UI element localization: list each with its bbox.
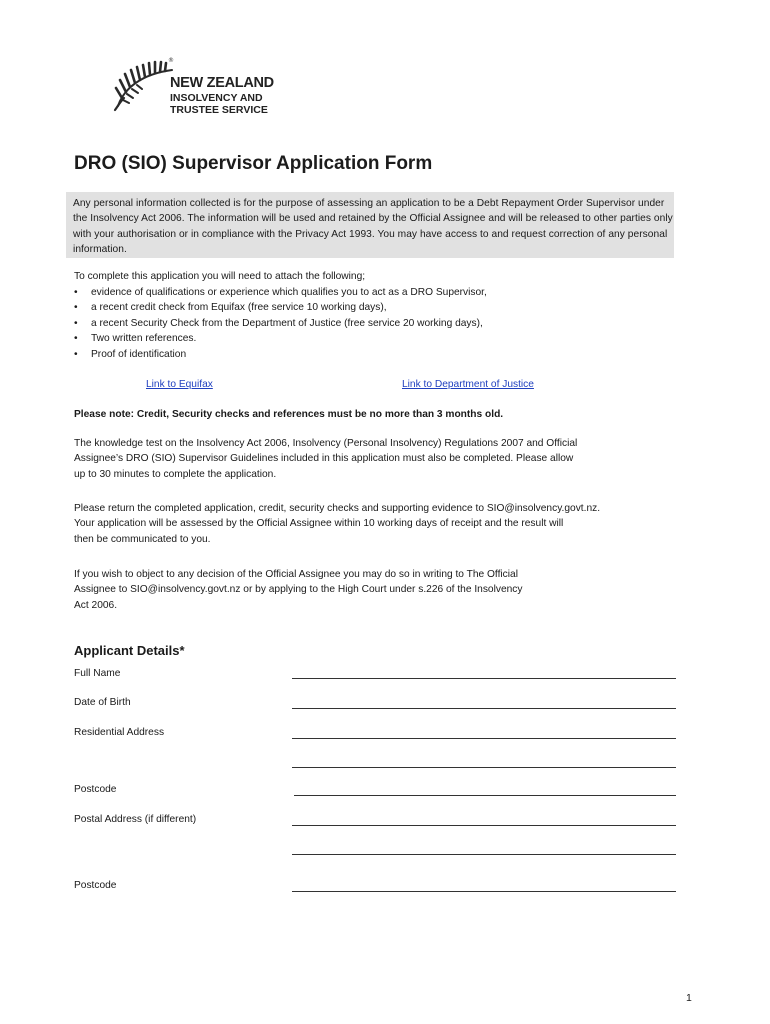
knowledge-test-paragraph [74,436,577,482]
paragraph-line: The knowledge test on the Insolvency Act 2006, Insolvency (Personal Insolvency) Regulations 2007 and Official [74,438,578,449]
logo-text-insolvency: INSOLVENCY AND [170,92,263,104]
list-item: • Two written references. [74,331,487,346]
list-item: • a recent credit check from Equifax (free service 10 working days), [74,300,487,315]
svg-text:®: ® [168,57,174,64]
list-item: • evidence of qualifications or experience which qualifies you to act as a DRO Supervisor, [74,285,487,300]
return-info-paragraph [74,501,600,547]
page-number: 1 [686,992,692,1004]
attachments-list [74,285,487,362]
logo-text-trustee: TRUSTEE SERVICE [170,104,268,116]
nz-insolvency-logo [110,54,290,118]
postal-postcode-label: Postcode [74,880,117,891]
residential-address-field[interactable] [292,738,676,739]
postcode-field[interactable] [294,795,676,796]
postal-address-label: Postal Address (if different) [74,814,197,825]
objection-paragraph [74,567,522,613]
paragraph-line: then be communicated to you. [74,533,211,545]
postal-address-field-line2[interactable] [292,854,676,855]
paragraph-line: Assignee’s DRO (SIO) Supervisor Guidelines included in this application must also be completed. Please allow [74,453,574,465]
list-item: • a recent Security Check from the Department of Justice (free service 20 working days), [74,316,487,331]
paragraph-line: Your application will be assessed by the Official Assignee within 10 working days of receipt and the result will [74,518,564,530]
silver-fern-icon [110,54,174,114]
postcode-label: Postcode [74,784,117,795]
full-name-label: Full Name [74,668,121,679]
paragraph-line: Please return the completed application, credit, security checks and supporting evidence to SIO@insolvency.govt.nz. [74,503,601,514]
postal-address-field[interactable] [292,825,676,826]
page-title: DRO (SIO) Supervisor Application Form [74,153,433,174]
paragraph-line: Act 2006. [74,599,118,611]
privacy-notice-box [66,192,674,258]
logo-text-new-zealand: NEW ZEALAND [170,75,274,91]
paragraph-line: If you wish to object to any decision of the Official Assignee you may do so in writing to The Official [74,569,518,580]
department-of-justice-link[interactable]: Link to Department of Justice [402,379,534,390]
applicant-details-heading: Applicant Details* [74,643,185,658]
checks-age-note: Please note: Credit, Security checks and references must be no more than 3 months old. [74,409,504,420]
privacy-notice-text: Any personal information collected is for the purpose of assessing an application to be a Debt Repayment Order Supervisor under the Insolvency Act 2006. The information will be used and retained by the Official Assignee and will be released to other parties only with your authorisation or in compliance with the Privacy Act 1993. You may have access to and request correction of any personal information. [73,198,673,256]
full-name-field[interactable] [292,678,676,679]
residential-address-label: Residential Address [74,727,165,738]
residential-address-field-line2[interactable] [292,767,676,768]
paragraph-line: up to 30 minutes to complete the application. [74,468,277,480]
list-item: • Proof of identification [74,347,487,362]
attachments-intro: To complete this application you will need to attach the following; [74,271,366,282]
equifax-link[interactable]: Link to Equifax [146,379,213,390]
date-of-birth-label: Date of Birth [74,697,131,708]
paragraph-line: Assignee to SIO@insolvency.govt.nz or by applying to the High Court under s.226 of the Insolvency [74,584,523,596]
date-of-birth-field[interactable] [292,708,676,709]
postal-postcode-field[interactable] [292,891,676,892]
